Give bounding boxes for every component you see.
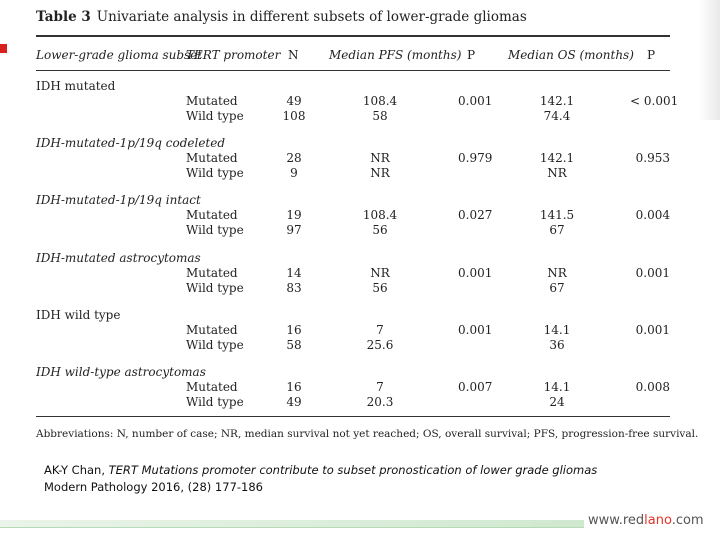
cell-pfs: 25.6 [366, 337, 394, 352]
group-label: IDH-mutated astrocytomas [36, 250, 201, 265]
cell-os: NR [547, 166, 567, 181]
cell-n: 16 [286, 322, 302, 337]
cell-os: 24 [549, 395, 565, 409]
cell-os: 67 [549, 280, 565, 295]
cell-p1: 0.027 [458, 208, 493, 223]
cell-os: 14.1 [543, 380, 571, 394]
cell-n: 49 [286, 395, 302, 409]
group-label: IDH-mutated-1p/19q intact [36, 193, 201, 208]
group-label: IDH wild type [36, 307, 121, 322]
slide-accent-mark [0, 44, 7, 53]
cell-pfs: NR [370, 151, 390, 166]
cell-pfs: 108.4 [362, 208, 398, 223]
cell-p2: 0.953 [635, 151, 670, 166]
cell-tert: Mutated [186, 380, 238, 394]
cell-os: 142.1 [539, 151, 575, 166]
cell-tert: Mutated [186, 151, 238, 166]
cell-os: 14.1 [543, 322, 571, 337]
group-label: IDH wild-type astrocytomas [36, 365, 206, 379]
cell-pfs: NR [370, 265, 390, 280]
cell-n: 83 [286, 280, 302, 295]
cell-tert: Wild type [186, 280, 244, 295]
cell-os: 141.5 [539, 208, 575, 223]
cell-os: 74.4 [543, 109, 571, 123]
footer-line [0, 527, 584, 528]
header-p-os: P [647, 48, 656, 62]
table-caption: Univariate analysis in different subsets of lower-grade gliomas [96, 9, 527, 25]
cell-pfs: 7 [376, 322, 384, 337]
cell-tert: Wild type [186, 337, 244, 352]
cell-p2: < 0.001 [630, 94, 679, 108]
cell-pfs: 58 [372, 109, 388, 123]
citation-line-1 [44, 462, 597, 479]
cell-n: 28 [286, 151, 302, 166]
cell-os: 67 [549, 223, 565, 238]
cell-n: 97 [286, 223, 302, 238]
cell-pfs: 56 [372, 280, 388, 295]
citation-journal: Modern Pathology 2016, (28) 177-186 [44, 480, 263, 494]
cell-tert: Wild type [186, 166, 244, 181]
cell-tert: Mutated [186, 322, 238, 337]
table-title [36, 9, 527, 25]
cell-pfs: 7 [376, 380, 384, 394]
cell-p1: 0.001 [458, 322, 493, 337]
cell-n: 58 [286, 337, 302, 352]
cell-p1: 0.979 [458, 151, 493, 166]
cell-pfs: NR [370, 166, 390, 181]
cell-p1: 0.001 [458, 94, 493, 108]
table-top-rule [36, 35, 670, 37]
table-footnote: Abbreviations: N, number of case; NR, median survival not yet reached; OS, overall survival; PFS, progression-free survival. [36, 428, 699, 440]
cell-p2: 0.001 [635, 265, 670, 280]
header-p-pfs: P [467, 48, 476, 62]
citation [44, 462, 597, 496]
cell-p1: 0.001 [458, 265, 493, 280]
cell-n: 49 [286, 94, 302, 108]
cell-n: 16 [286, 380, 302, 394]
cell-pfs: 56 [372, 223, 388, 238]
cell-tert: Mutated [186, 208, 238, 223]
group-label: IDH mutated [36, 79, 116, 93]
cell-n: 19 [286, 208, 302, 223]
group-label: IDH-mutated-1p/19q codeleted [36, 136, 226, 151]
header-tert: TERT promoter [186, 48, 281, 62]
cell-tert: Wild type [186, 223, 244, 238]
cell-pfs: 108.4 [362, 94, 398, 108]
citation-author: AK-Y Chan, [44, 463, 105, 477]
cell-tert: Mutated [186, 265, 238, 280]
header-pfs: Median PFS (months) [329, 48, 462, 62]
citation-title: TERT Mutations promoter contribute to subset pronostication of lower grade gliomas [108, 463, 598, 477]
cell-tert: Mutated [186, 94, 238, 108]
cell-os: NR [547, 265, 567, 280]
cell-p2: 0.008 [635, 380, 670, 394]
edge-shadow [698, 0, 720, 120]
cell-tert: Wild type [186, 109, 244, 123]
table-header-rule [36, 70, 670, 71]
cell-p1: 0.007 [458, 380, 493, 394]
table-bottom-rule [36, 416, 670, 417]
header-subset: Lower-grade glioma subset [36, 48, 203, 62]
cell-os: 36 [549, 337, 565, 352]
cell-n: 9 [290, 166, 298, 181]
cell-p2: 0.004 [635, 208, 670, 223]
cell-p2: 0.001 [635, 322, 670, 337]
cell-os: 142.1 [539, 94, 575, 108]
cell-n: 108 [282, 109, 306, 123]
header-os: Median OS (months) [508, 48, 634, 62]
cell-n: 14 [286, 265, 302, 280]
cell-tert: Wild type [186, 395, 244, 409]
cell-pfs: 20.3 [366, 395, 394, 409]
brand-url: www.redlano.com [588, 513, 704, 528]
header-n: N [288, 48, 299, 62]
table-number: Table 3 [36, 9, 91, 25]
